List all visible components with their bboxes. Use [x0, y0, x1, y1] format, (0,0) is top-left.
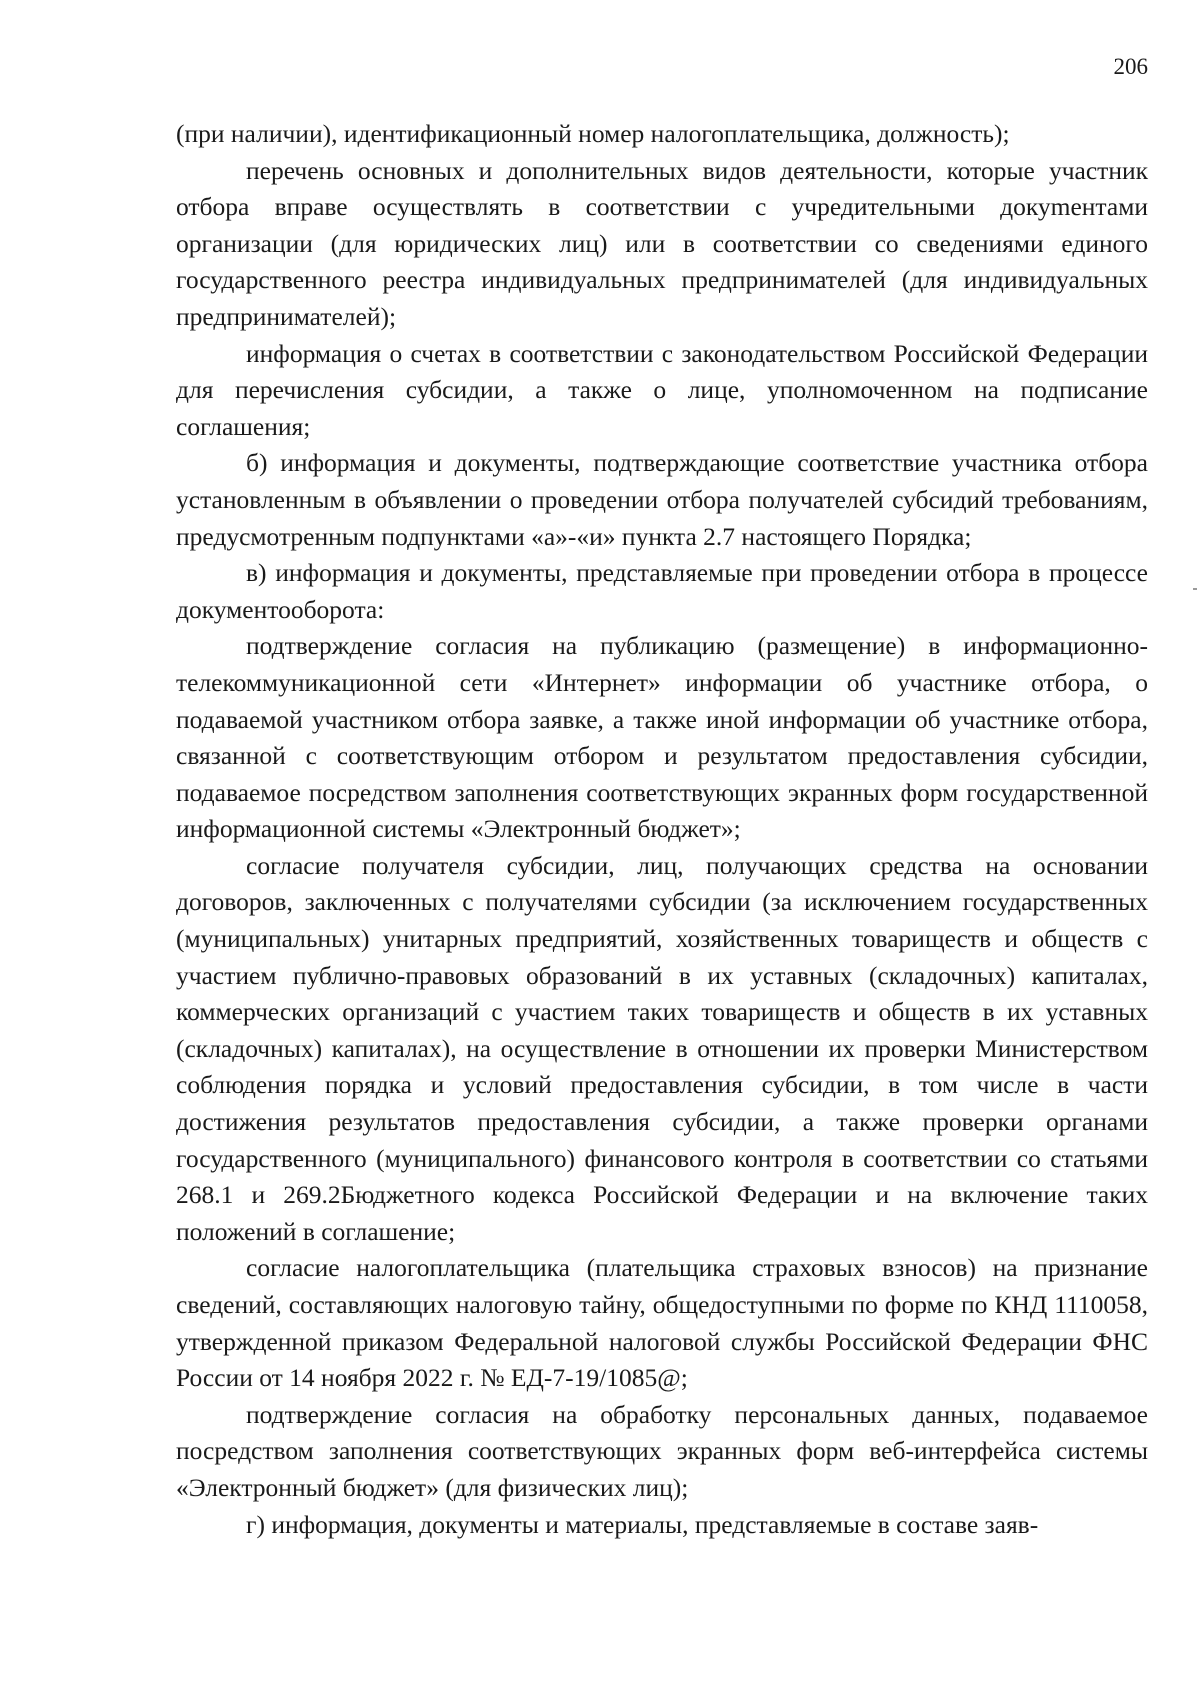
paragraph-item-v: в) информация и документы, представляемые при проведении отбора в процессе документооборота:: [176, 558, 1148, 624]
paragraph-activity-types: перечень основных и дополнительных видов деятельности, которые участник отбора вправе осуществлять в соответствии с учредительными докуmентами организации (для юридических лиц) или в соответствии со сведениями единого государственного реестра индивидуальных предпринимателей (для индивидуальных предпринимателей);: [176, 155, 1148, 331]
paragraph-tax-secrecy-consent: согласие налогоплательщика (плательщика страховых взносов) на признание сведений, составляющих налоговую тайну, общедоступными по форме по КНД 1110058, утвержденной приказом Федеральной налоговой службы Российской Федерации ФНС России от 14 ноября 2022 г. № ЕД-7-19/1085@;: [176, 1253, 1148, 1393]
paragraph-item-g: г) информация, документы и материалы, представляемые в составе заяв-: [246, 1509, 1039, 1539]
document-body: [176, 116, 1148, 1543]
page-number: 206: [1113, 54, 1148, 79]
paragraph-publication-consent: подтверждение согласия на публикацию (размещение) в информационно-телекоммуникационной сети «Интернет» информации об участнике отбора, о подаваемой участником отбора заявке, а также иной информации об участнике отбора, связанной с соответствующим отбором и результатом предоставления субсидии, подаваемое посредством заполнения соответствующих экранных форм государственной информационной системы «Электронный бюджет»;: [176, 631, 1148, 844]
paragraph-bank-accounts: информация о счетах в соответствии с законодательством Российской Федерации для перечисления субсидии, а также о лице, уполномоченном на подписание соглашения;: [176, 338, 1148, 441]
paragraph-inspection-consent: согласие получателя субсидии, лиц, получающих средства на основании договоров, заключенных с получателями субсидии (за исключением государственных (муниципальных) унитарных предприятий, хозяйственных товариществ и обществ с участием публично-правовых образований в их уставных (складочных) капиталах, коммерческих организаций с участием таких товариществ и обществ в их уставных (складочных) капиталах), на осуществление в отношении их проверки Министерством соблюдения порядка и условий предоставления субсидии, в том числе в части достижения результатов предоставления субсидии, а также проверки органами государственного (муниципального) финансового контроля в соответствии со статьями 268.1 и 269.2Бюджетного кодекса Российской Федерации и на включение таких положений в соглашение;: [176, 850, 1148, 1246]
paragraph-item-b: б) информация и документы, подтверждающие соответствие участника отбора установленным в объявлении о проведении отбора получателей субсидий требованиям, предусмотренным подпунктами «а»-«и» пункта 2.7 настоящего Порядка;: [176, 448, 1148, 551]
scan-margin-mark: [1193, 588, 1197, 590]
paragraph-contact-details-end: (при наличии), идентификационный номер налогоплательщика, должность);: [176, 119, 1010, 148]
paragraph-personal-data-consent: подтверждение согласия на обработку персональных данных, подаваемое посредством заполнения соответствующих экранных форм веб-интерфейса системы «Электронный бюджет» (для физических лиц);: [176, 1399, 1148, 1502]
